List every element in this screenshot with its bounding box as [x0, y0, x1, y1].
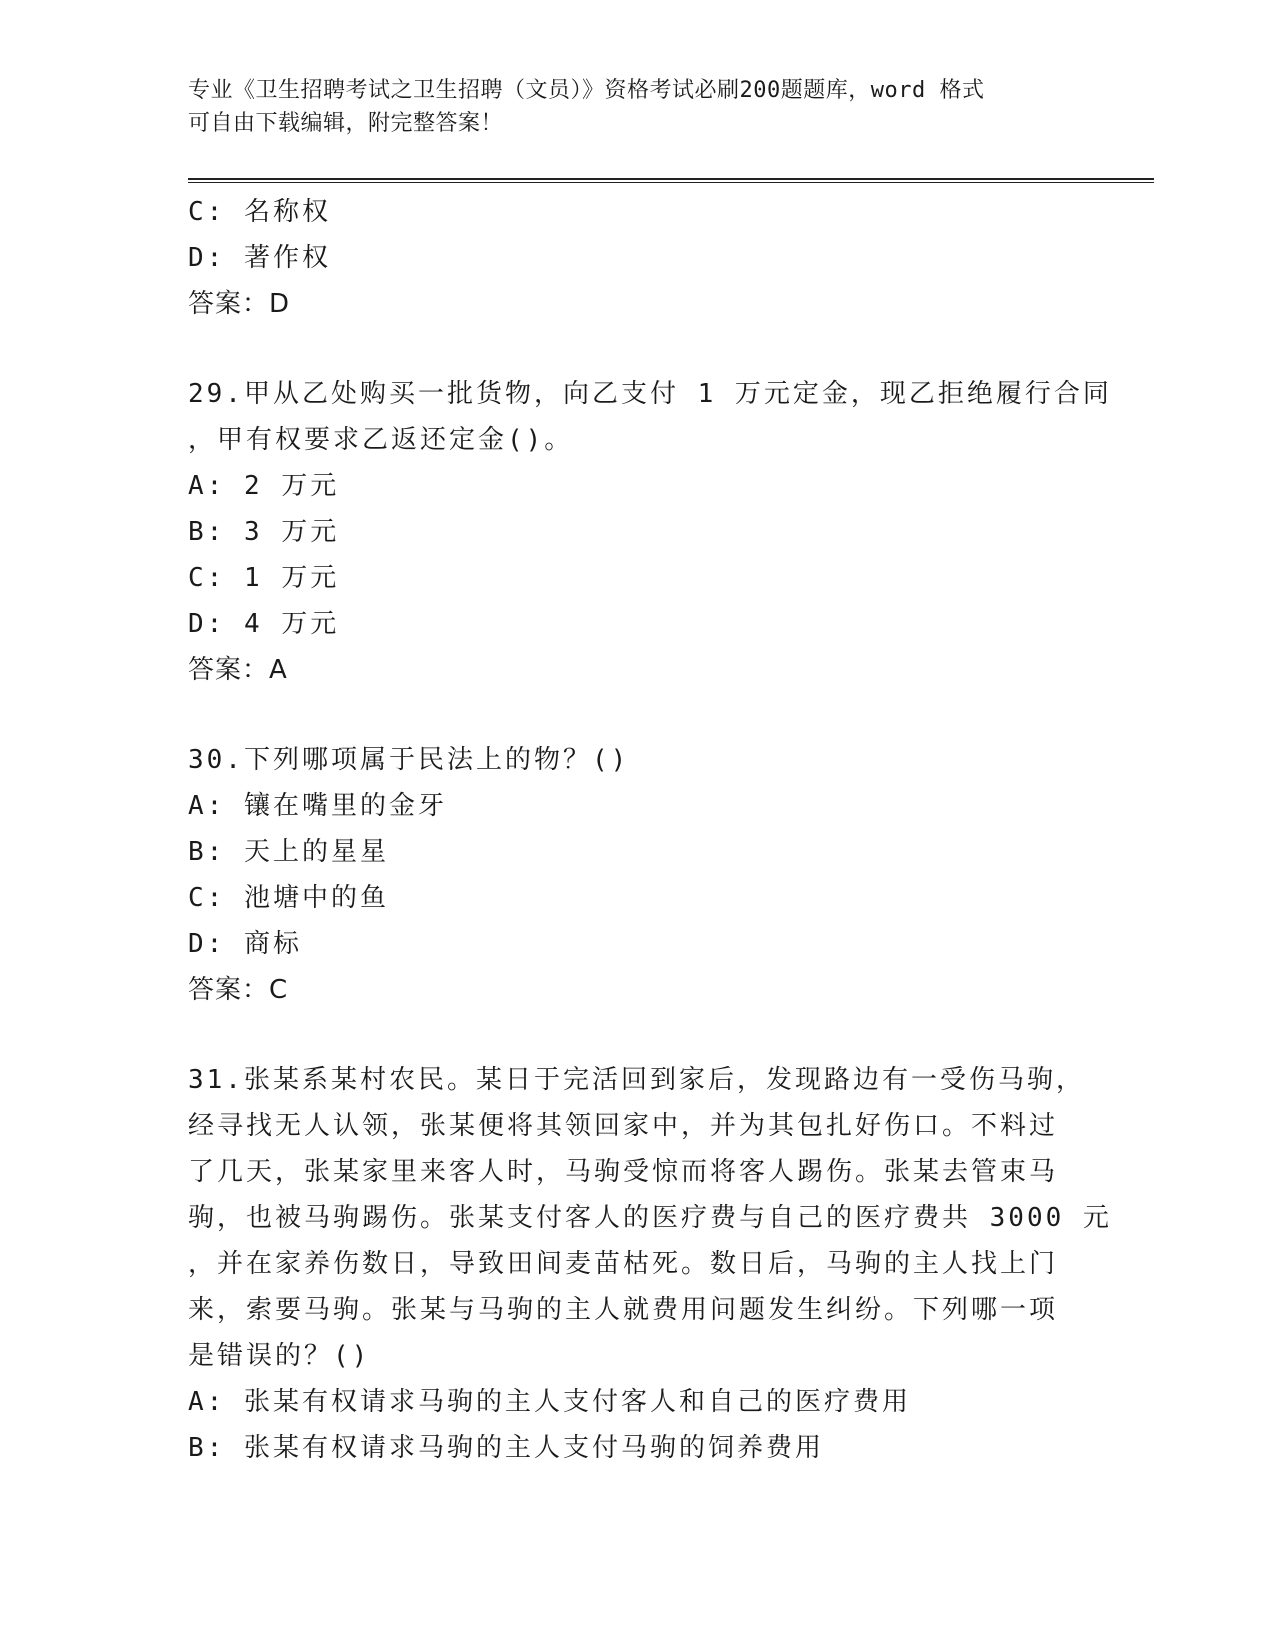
question-text-line: 30.下列哪项属于民法上的物？() [188, 745, 630, 775]
answer: 答案：A [188, 655, 288, 685]
question-text-line: ，甲有权要求乙返还定金()。 [188, 425, 574, 455]
option-a: A: 2 万元 [188, 471, 340, 501]
option-b: B: 张某有权请求马驹的主人支付马驹的饲养费用 [188, 1433, 824, 1463]
header-line-2: 可自由下载编辑，附完整答案！ [188, 111, 504, 136]
prev-question-tail [188, 189, 1088, 327]
question-text-line: 了几天，张某家里来客人时，马驹受惊而将客人踢伤。张某去管束马 [188, 1157, 1059, 1187]
option-c: C: 池塘中的鱼 [188, 883, 389, 913]
option-c: C: 1 万元 [188, 563, 340, 593]
question-text-line: ，并在家养伤数日，导致田间麦苗枯死。数日后，马驹的主人找上门 [188, 1249, 1059, 1279]
answer: 答案：C [188, 975, 289, 1005]
question-text-line: 31.张某系某村农民。某日于完活回到家后，发现路边有一受伤马驹， [188, 1065, 1085, 1095]
option-d: D: 4 万元 [188, 609, 340, 639]
option-a: A: 张某有权请求马驹的主人支付客人和自己的医疗费用 [188, 1387, 911, 1417]
option-b: B: 3 万元 [188, 517, 340, 547]
option-c: C: 名称权 [188, 197, 331, 227]
question-29 [188, 371, 1112, 693]
question-text-line: 经寻找无人认领，张某便将其领回家中，并为其包扎好伤口。不料过 [188, 1111, 1059, 1141]
option-d: D: 著作权 [188, 243, 331, 273]
option-d: D: 商标 [188, 929, 302, 959]
question-30 [188, 737, 1088, 1013]
question-text-line: 29.甲从乙处购买一批货物，向乙支付 1 万元定金，现乙拒绝履行合同 [188, 379, 1112, 409]
question-31 [188, 1057, 1112, 1471]
question-text-line: 驹，也被马驹踢伤。张某支付客人的医疗费与自己的医疗费共 3000 元 [188, 1203, 1112, 1233]
header-divider [188, 178, 1154, 183]
option-a: A: 镶在嘴里的金牙 [188, 791, 447, 821]
answer: 答案：D [188, 289, 291, 319]
option-b: B: 天上的星星 [188, 837, 389, 867]
header-line-1: 专业《卫生招聘考试之卫生招聘（文员）》资格考试必刷200题题库，word 格式 [188, 78, 985, 103]
question-text-line: 来，索要马驹。张某与马驹的主人就费用问题发生纠纷。下列哪一项 [188, 1295, 1059, 1325]
page-header [188, 74, 1068, 140]
document-body [188, 189, 1112, 1471]
question-text-line: 是错误的？() [188, 1341, 371, 1371]
